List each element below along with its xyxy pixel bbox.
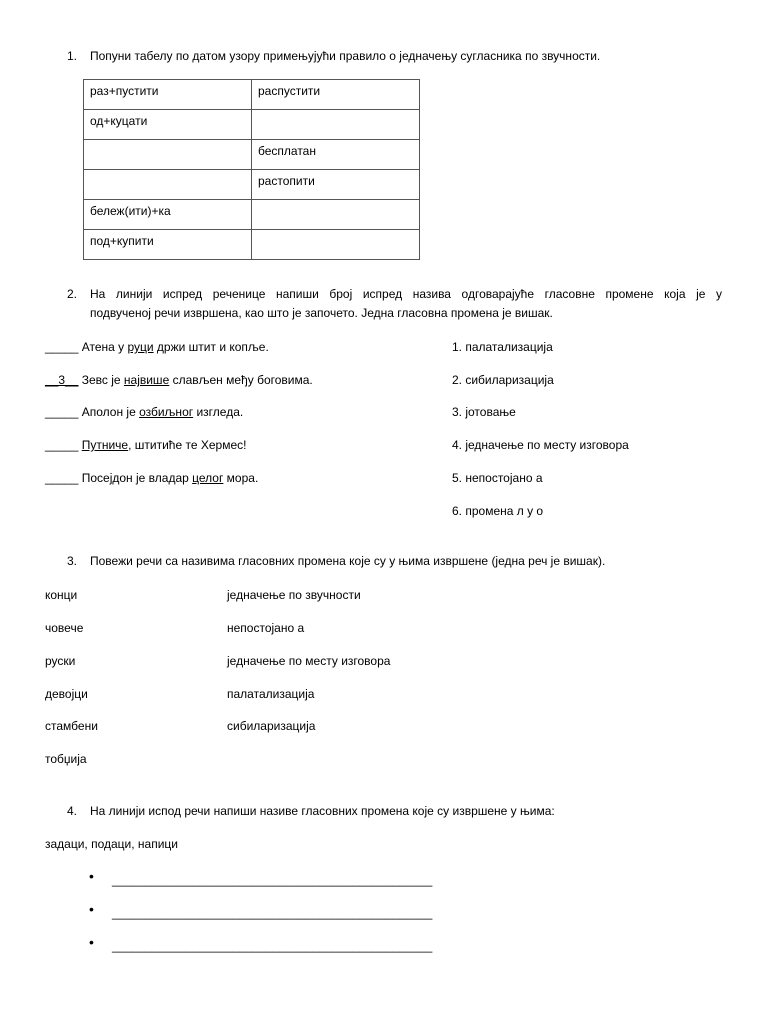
q3-change: палатализација <box>227 687 315 701</box>
q3-change: једначење по месту изговора <box>227 654 391 668</box>
underlined-word: целог <box>192 471 224 485</box>
q2-sentence: _____ Посејдон је владар целог мора. <box>45 471 259 485</box>
q2-option: 1. палатализација <box>452 340 553 354</box>
underlined-word: Путниче <box>81 438 129 452</box>
table-cell-blank[interactable] <box>252 230 420 260</box>
q2-sentence: _____ Путниче, штитиће те Хермес! <box>45 438 247 452</box>
table-row <box>84 170 420 200</box>
answer-blank[interactable]: _____ <box>45 405 79 419</box>
answer-line[interactable]: ________________________________________________ <box>112 873 433 887</box>
q4-instruction: На линији испод речи напиши називе гласовних промена које су извршене у њима: <box>90 804 555 818</box>
table-cell: раз+пустити <box>84 80 252 110</box>
table-cell-blank[interactable] <box>84 140 252 170</box>
q2-sentence: __3__ Зевс је највише слављен међу боговима. <box>45 373 313 387</box>
table-cell: од+куцати <box>84 110 252 140</box>
table-cell-blank[interactable] <box>84 170 252 200</box>
table-row <box>84 200 420 230</box>
table-cell: растопити <box>252 170 420 200</box>
q1-number: 1. <box>67 49 78 63</box>
q2-option: 6. промена л у о <box>452 504 544 518</box>
bullet-icon: • <box>89 868 94 884</box>
table-cell-blank[interactable] <box>252 200 420 230</box>
q3-number: 3. <box>67 554 78 568</box>
answer-blank[interactable]: _____ <box>45 438 79 452</box>
q3-word: стамбени <box>45 719 98 733</box>
q4-number: 4. <box>67 804 78 818</box>
answer-blank[interactable]: _____ <box>45 471 79 485</box>
q2-option: 4. једначење по месту изговора <box>452 438 629 452</box>
q2-option: 5. непостојано а <box>452 471 543 485</box>
q2-sentence: _____ Аполон је озбиљног изгледа. <box>45 405 244 419</box>
answer-blank[interactable]: __3__ <box>45 373 79 387</box>
q3-change: једначење по звучности <box>227 588 361 602</box>
table-cell: распустити <box>252 80 420 110</box>
q2-instruction-line2: подвученој речи извршена, као што је започето. Једна гласовна промена је вишак. <box>90 306 553 320</box>
table-cell: под+купити <box>84 230 252 260</box>
underlined-word: највише <box>123 373 170 387</box>
table-row <box>84 80 420 110</box>
table-row <box>84 110 420 140</box>
q1-table <box>83 79 420 260</box>
bullet-icon: • <box>89 934 94 950</box>
answer-line[interactable]: ________________________________________________ <box>112 906 433 920</box>
answer-blank[interactable]: _____ <box>45 340 79 354</box>
q3-change: непостојано а <box>227 621 305 635</box>
q3-word: тобџија <box>45 752 87 766</box>
q3-word: конци <box>45 588 78 602</box>
q3-word: човече <box>45 621 84 635</box>
q2-option: 3. јотовање <box>452 405 516 419</box>
table-row <box>84 230 420 260</box>
table-cell: бележ(ити)+ка <box>84 200 252 230</box>
underlined-word: озбиљног <box>139 405 194 419</box>
q2-sentence: _____ Атена у руци држи штит и копље. <box>45 340 269 354</box>
table-cell-blank[interactable] <box>252 110 420 140</box>
answer-line[interactable]: ________________________________________________ <box>112 939 433 953</box>
table-cell: бесплатан <box>252 140 420 170</box>
q3-word: руски <box>45 654 76 668</box>
q2-number: 2. <box>67 287 78 301</box>
bullet-icon: • <box>89 901 94 917</box>
q2-option: 2. сибиларизација <box>452 373 554 387</box>
q3-instruction: Повежи речи са називима гласовних промена које су у њима извршене (једна реч је вишак). <box>90 554 606 568</box>
q4-words: задаци, подаци, напици <box>45 837 179 851</box>
q1-instruction: Попуни табелу по датом узору примењујући правило о једначењу сугласника по звучности. <box>90 49 601 63</box>
table-row <box>84 140 420 170</box>
q2-instruction-line1: На линији испред реченице напиши број испред назива одговарајуће гласовне промене која је у <box>90 287 722 301</box>
q3-change: сибиларизација <box>227 719 316 733</box>
underlined-word: руци <box>127 340 154 354</box>
q3-word: девојци <box>45 687 88 701</box>
